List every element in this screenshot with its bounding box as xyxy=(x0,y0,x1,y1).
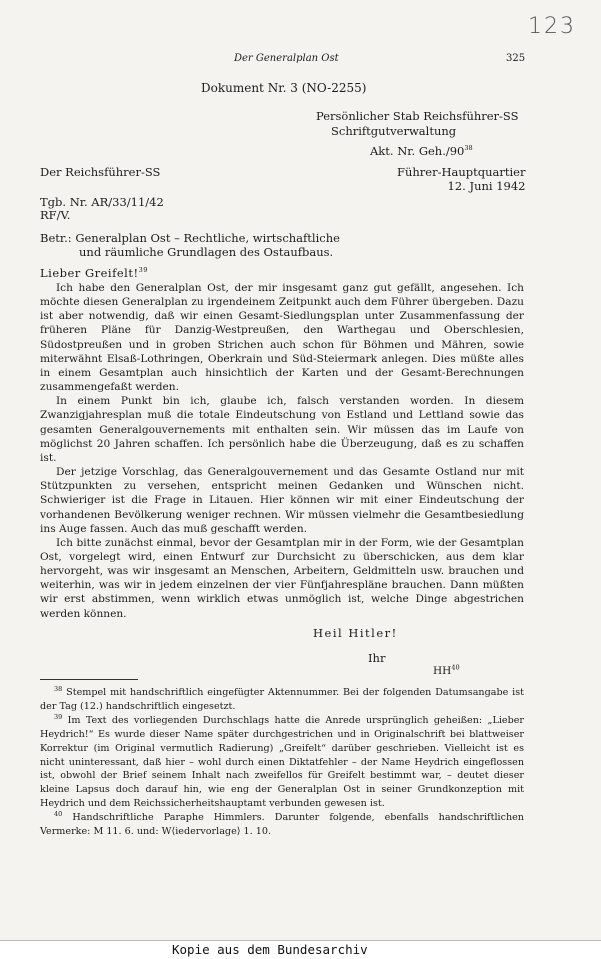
paragraph: In einem Punkt bin ich, glaube ich, falsch verstanden worden. In diesem Zwanzigjahresplan muß die totale Eindeutschung von Estland und Lettland sowie das gesamten Generalgouvernements mit enthalten sein. Wir müssen das im Laufe von möglichst 20 Jahren schaffen. Ich persönlich habe die Überzeugung, daß es zu schaffen ist. xyxy=(40,395,524,464)
subject-line1: Generalplan Ost – Rechtliche, wirtschaftliche xyxy=(75,231,340,245)
place: Führer-Hauptquartier xyxy=(397,165,526,179)
paragraph: Ich bitte zunächst einmal, bevor der Gesamtplan mir in der Form, wie der Gesamtplan Ost, vorgelegt wird, einen Entwurf zur Durchsicht zu überschicken, aus dem klar hervorgeht, was wir insgesamt an Menschen, Arbeitern, Geldmitteln usw. brauchen und weiterhin, was wir in jedem einzelnen der vier Fünfjahrespläne brauchen. Dann müßten wir erst abstimmen, wenn wirklich etwas unmöglich ist, welche Dinge abgestrichen werden können. xyxy=(40,536,524,620)
salutation-text: Lieber Greifelt! xyxy=(40,266,139,280)
closing-ihr: Ihr xyxy=(368,651,386,665)
paragraph: Ich habe den Generalplan Ost, der mir insgesamt ganz gut gefällt, angesehen. Ich möchte diesen Generalplan zu irgendeinem Zeitpunkt auch dem Führer übergeben. Dazu ist aber notwendig, daß wir einen Gesamt-Siedlungsplan unter Zusammenfassung der früheren Pläne für Danzig-Westpreußen, den Warthegau und Oberschlesien, Südostpreußen und in groben Strichen auch schon für Böhmen und Mähren, sowie miterwähnt Elsaß-Lothringen, Oberkrain und Süd-Steiermark anlegen. Dies müßte alles in einem Gesamtplan auch hinsichtlich der Karten und der Gesamt-Berechnungen zusammengefaßt werden. xyxy=(40,282,524,394)
signature-footnote-ref: 40 xyxy=(451,663,460,672)
reference-line1: Tgb. Nr. AR/33/11/42 xyxy=(40,195,164,209)
file-number-footnote-ref: 38 xyxy=(464,144,473,153)
footnote-text: Stempel mit handschriftlich eingefügter Aktennummer. Bei der folgenden Datumsangabe ist der Tag (12.) handschriftlich eingesetzt. xyxy=(40,687,524,712)
archive-caption-bar xyxy=(0,940,601,959)
document-title: Dokument Nr. 3 (NO-2255) xyxy=(201,81,367,95)
footnote xyxy=(40,714,524,811)
signature xyxy=(433,665,460,677)
file-number xyxy=(370,144,473,158)
salutation-footnote-ref: 39 xyxy=(138,266,148,275)
place-and-date xyxy=(397,165,525,193)
date: 12. Juni 1942 xyxy=(447,179,526,193)
reference xyxy=(40,196,164,222)
subject xyxy=(40,231,340,259)
footnote-number: 38 xyxy=(54,684,63,693)
footnote-text: Handschriftliche Paraphe Himmlers. Darunter folgende, ebenfalls handschriftlichen Vermerke: M 11. 6. und: W⟨iedervorlage⟩ 1. 10. xyxy=(40,812,524,838)
subject-label: Betr.: xyxy=(40,231,72,245)
running-head: Der Generalplan Ost xyxy=(234,53,339,64)
file-number-text: Akt. Nr. Geh./90 xyxy=(370,144,465,158)
page-number: 325 xyxy=(506,53,526,64)
letterhead-line2: Schriftgutverwaltung xyxy=(331,124,457,138)
paragraph: Der jetzige Vorschlag, das Generalgouvernement und das Gesamte Ostland nur mit Stützpunkten zu versehen, entspricht meinen Gedanken und Wünschen nicht. Schwieriger ist die Frage in Litauen. Hier können wir mit einer Eindeutschung der vorhandenen Bevölkerung weniger rechnen. Wir müssen vielmehr die Gesamtbesiedlung ins Auge fassen. Auch das muß geschafft werden. xyxy=(40,466,524,535)
footnote-number: 39 xyxy=(54,712,63,721)
footnotes xyxy=(40,686,524,839)
footnote-text: Im Text des vorliegenden Durchschlags hatte die Anrede ursprünglich geheißen: „Lieber Heydrich!“ Es wurde dieser Name später durchgestrichen und in Originalschrift bei blattweiser Korrektur (im Original vermutlich Radierung) „Greifelt“ darüber geschrieben. Vielleicht ist es nicht uninteressant, daß hier – wohl durch einen Diktatfehler – der Name Heydrich eingeflossen ist, obwohl der Brief seinem Inhalt nach zweifellos für Greifelt bestimmt war, – deutet dieser kleine Lapsus doch darauf hin, wie eng der Generalplan Ost in seiner Grundkonzeption mit Heydrich und dem Reichssicherheitshauptamt verbunden gewesen ist. xyxy=(40,714,524,810)
reference-line2: RF/V. xyxy=(40,208,71,222)
letterhead xyxy=(316,109,519,139)
closing-greeting: Heil Hitler! xyxy=(313,626,398,640)
footnote xyxy=(40,686,524,714)
footnote-separator xyxy=(40,679,138,680)
signature-initials: HH xyxy=(433,665,452,677)
letterhead-line1: Persönlicher Stab Reichsführer-SS xyxy=(316,109,519,123)
salutation xyxy=(40,266,148,280)
letter-body xyxy=(40,281,524,621)
archive-caption: Kopie aus dem Bundesarchiv xyxy=(172,942,368,957)
handwritten-page-number: 123 xyxy=(528,14,576,39)
footnote-number: 40 xyxy=(54,809,63,818)
subject-line2: und räumliche Grundlagen des Ostaufbaus. xyxy=(79,245,334,259)
sender: Der Reichsführer-SS xyxy=(40,165,161,179)
footnote xyxy=(40,811,524,839)
